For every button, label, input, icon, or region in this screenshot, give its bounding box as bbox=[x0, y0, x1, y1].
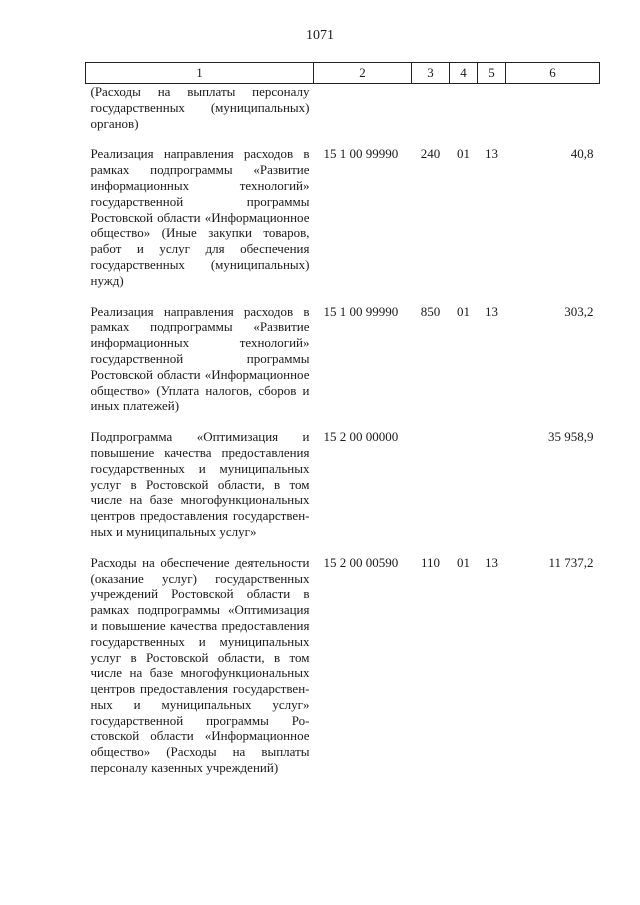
row-expense-type: 110 bbox=[420, 554, 441, 570]
row-section: 01 bbox=[457, 146, 470, 162]
row-description: Расходы на обеспечение деятельности (оказание услуг) государственных учреждений Ростовской области в рамках подпрограммы «Оптимизация и повышение качества предоставления государственных и муниципальных услуг в Ростовской области, в том числе на базе многофункциональных центров предоставления государственных и муниципальных услуг» государственной программы Ростовской области «Информационное общество» (Расходы на выплаты персоналу казенных учреждений) bbox=[90, 554, 310, 776]
row-subsection bbox=[478, 84, 506, 144]
budget-table bbox=[85, 62, 600, 788]
header-col-5: 5 bbox=[478, 63, 506, 84]
row-amount bbox=[506, 84, 600, 144]
row-amount: 11 737,2 bbox=[548, 554, 594, 570]
table-row bbox=[86, 301, 600, 427]
row-code: 15 2 00 00000 bbox=[323, 429, 399, 445]
row-description: Подпрограмма «Оптимизация и повышение качества предоставления государственных и муниципальных услуг в Ростовской области, в том числе на базе многофункциональных центров предоставления государственных и муниципальных услуг» bbox=[90, 429, 310, 539]
table-header-row bbox=[86, 63, 600, 84]
row-expense-type: 850 bbox=[420, 303, 441, 319]
row-expense-type bbox=[412, 426, 450, 552]
row-section bbox=[450, 426, 478, 552]
header-col-3: 3 bbox=[412, 63, 450, 84]
row-amount: 35 958,9 bbox=[548, 429, 594, 445]
row-subsection: 13 bbox=[485, 303, 498, 319]
page-number: 1071 bbox=[306, 28, 334, 43]
row-subsection: 13 bbox=[485, 554, 498, 570]
header-col-6: 6 bbox=[506, 63, 600, 84]
table-row bbox=[86, 84, 600, 144]
header-col-1: 1 bbox=[86, 63, 314, 84]
row-code: 15 1 00 99990 bbox=[323, 146, 399, 162]
row-section: 01 bbox=[457, 303, 470, 319]
row-description: Реализация направления расходов в рамках подпрограммы «Развитие информационных технологий» государственной программы Ростовской области «Информационное общество» (Иные закупки товаров, работ и услуг для обеспечения государственных (муниципальных) нужд) bbox=[90, 146, 310, 288]
table-row bbox=[86, 143, 600, 300]
row-amount: 303,2 bbox=[564, 303, 594, 319]
header-col-2: 2 bbox=[314, 63, 412, 84]
row-expense-type bbox=[412, 84, 450, 144]
table-row bbox=[86, 426, 600, 552]
row-expense-type: 240 bbox=[420, 146, 441, 162]
row-amount: 40,8 bbox=[570, 146, 594, 162]
table-row bbox=[86, 552, 600, 788]
row-description: Реализация направления расходов в рамках подпрограммы «Развитие информационных технологий» государственной программы Ростовской области «Информационное общество» (Уплата налогов, сборов и иных платежей) bbox=[90, 303, 310, 414]
row-code bbox=[314, 84, 412, 144]
row-code: 15 2 00 00590 bbox=[323, 554, 399, 570]
row-code: 15 1 00 99990 bbox=[323, 303, 399, 319]
row-subsection bbox=[478, 426, 506, 552]
row-section bbox=[450, 84, 478, 144]
header-col-4: 4 bbox=[450, 63, 478, 84]
row-description: (Расходы на выплаты персоналу государственных (муниципальных) органов) bbox=[90, 84, 310, 131]
row-subsection: 13 bbox=[485, 146, 498, 162]
row-section: 01 bbox=[457, 554, 470, 570]
